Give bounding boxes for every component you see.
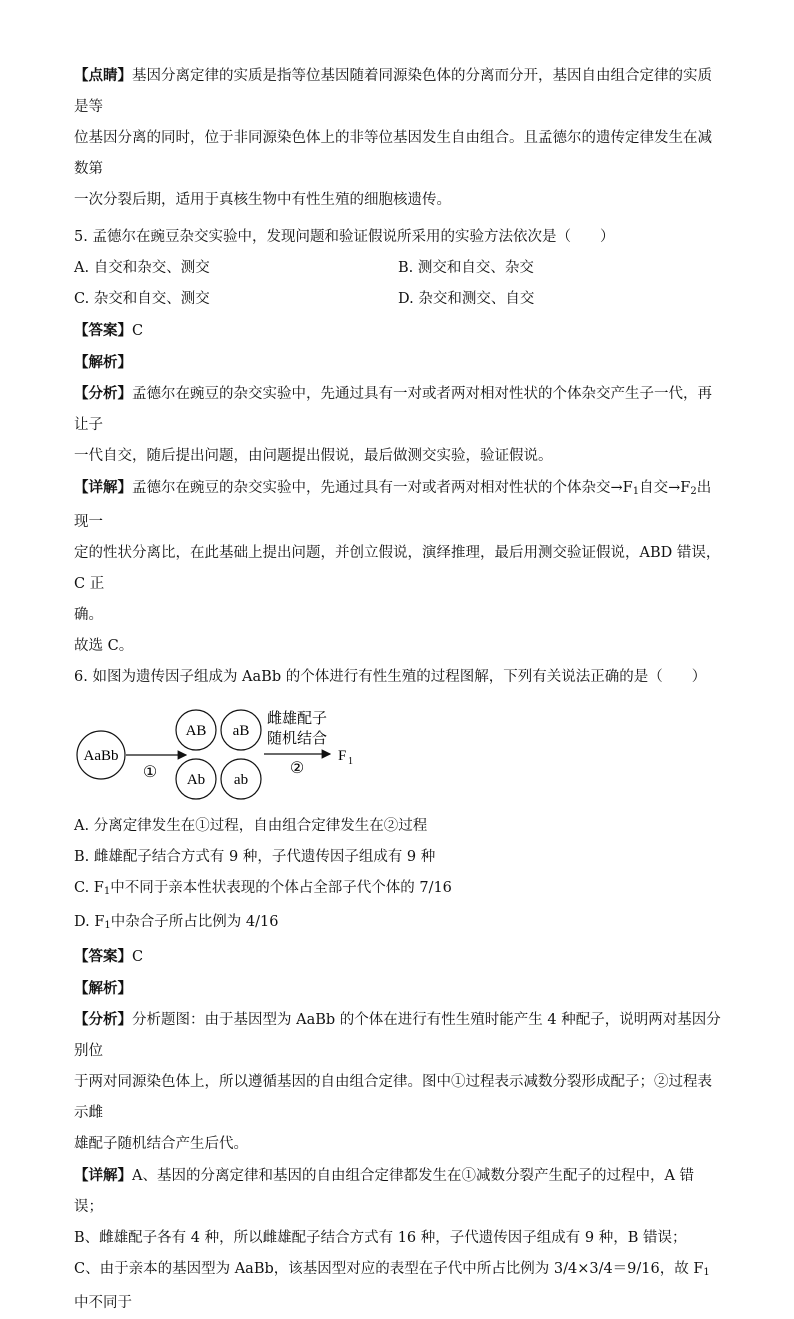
result-subscript: 1 — [348, 756, 353, 767]
gamete-label-AB: AB — [185, 723, 207, 739]
q6-jiexi-heading: 【解析】 — [74, 980, 132, 997]
q5-xiangjie-line-1: 【详解】孟德尔在豌豆的杂交实验中，先通过具有一对或者两对相对性状的个体杂交$\to F_1$自交$\to F_2$出现一 — [74, 479, 712, 530]
parent-label: AaBb — [83, 748, 119, 764]
q5-option-a: A. 自交和杂交、测交 — [74, 260, 210, 276]
q6-xiangjie-line-2: B、雌雄配子各有 4 种，所以雌雄配子结合方式有 16 种，子代遗传因子组成有 9 种，B 错误； — [74, 1230, 687, 1246]
step2-label: ② — [289, 758, 305, 777]
step2-label-top-2: 随机结合 — [266, 729, 328, 747]
q5-options-row-1 — [74, 253, 722, 284]
q6-diagram — [74, 693, 722, 811]
q6-stem: 6. 如图为遗传因子组成为 AaBb 的个体进行有性生殖的过程图解，下列有关说法正确的是（ ） — [74, 669, 707, 685]
dianjing-line-3: 一次分裂后期，适用于真核生物中有性生殖的细胞核遗传。 — [74, 192, 451, 208]
q6-fenxi-line-2: 于两对同源染色体上，所以遵循基因的自由组合定律。图中①过程表示减数分裂形成配子；②过程表示雌 — [74, 1074, 712, 1121]
dianjing-line-2: 位基因分离的同时，位于非同源染色体上的非等位基因发生自由组合。且孟德尔的遗传定律发生在减数第 — [74, 130, 712, 177]
q5-option-d: D. 杂交和测交、自交 — [398, 291, 535, 307]
dianjing-line-1: 【点睛】基因分离定律的实质是指等位基因随着同源染色体的分离而分开，基因自由组合定律的实质是等 — [74, 67, 712, 115]
q5-fenxi-line-1: 【分析】孟德尔在豌豆的杂交实验中，先通过具有一对或者两对相对性状的个体杂交产生子一代，再让子 — [74, 385, 712, 433]
result-label: F — [338, 748, 347, 764]
q6-option-b: B. 雌雄配子结合方式有 9 种，子代遗传因子组成有 9 种 — [74, 849, 436, 865]
dianjing-tag: 【点睛】 — [74, 67, 132, 84]
gamete-label-Ab: Ab — [186, 772, 206, 788]
q5-stem: 5. 孟德尔在豌豆杂交实验中，发现问题和验证假说所采用的实验方法依次是（ ） — [74, 229, 615, 245]
q6-option-d: D. $F_1$中杂合子所占比例为 4/16 — [74, 914, 279, 931]
q5-answer: 【答案】C — [74, 322, 144, 339]
q5-option-b: B. 测交和自交、杂交 — [398, 260, 534, 276]
step2-label-top-1: 雌雄配子 — [266, 709, 328, 727]
q6-answer: 【答案】C — [74, 948, 144, 965]
q6-xiangjie-line-3: C、由于亲本的基因型为 AaBb，该基因型对应的表型在子代中所占比例为 3/4×3/4＝9/16，故 $F_1$中不同于 — [74, 1261, 710, 1311]
document-page — [74, 60, 722, 1319]
q6-xiangjie-line-1: 【详解】A、基因的分离定律和基因的自由组合定律都发生在①减数分裂产生配子的过程中，A 错误； — [74, 1167, 695, 1215]
q5-fenxi-line-2: 一代自交，随后提出问题，由问题提出假说，最后做测交实验，验证假说。 — [74, 448, 553, 464]
q5-options-row-2 — [74, 284, 722, 315]
q5-xiangjie-line-3: 确。 — [74, 607, 103, 623]
q5-xiangjie-line-2: 定的性状分离比，在此基础上提出问题，并创立假说，演绎推理，最后用测交验证假说，ABD 错误，C 正 — [74, 545, 721, 592]
q6-option-a: A. 分离定律发生在①过程，自由组合定律发生在②过程 — [74, 818, 428, 834]
step1-label: ① — [142, 762, 158, 781]
q5-jiexi-heading: 【解析】 — [74, 354, 132, 371]
gamete-label-aB: aB — [232, 723, 250, 739]
q5-conclusion: 故选 C。 — [74, 638, 134, 654]
q6-fenxi-line-1: 【分析】分析题图：由于基因型为 AaBb 的个体在进行有性生殖时能产生 4 种配子，说明两对基因分别位 — [74, 1011, 721, 1059]
gamete-label-ab: ab — [233, 772, 249, 788]
q6-option-c: C. $F_1$中不同于亲本性状表现的个体占全部子代个体的 7/16 — [74, 880, 452, 897]
q6-fenxi-line-3: 雄配子随机结合产生后代。 — [74, 1136, 248, 1152]
q5-option-c: C. 杂交和自交、测交 — [74, 291, 210, 307]
q6-diagram-svg — [74, 693, 474, 811]
